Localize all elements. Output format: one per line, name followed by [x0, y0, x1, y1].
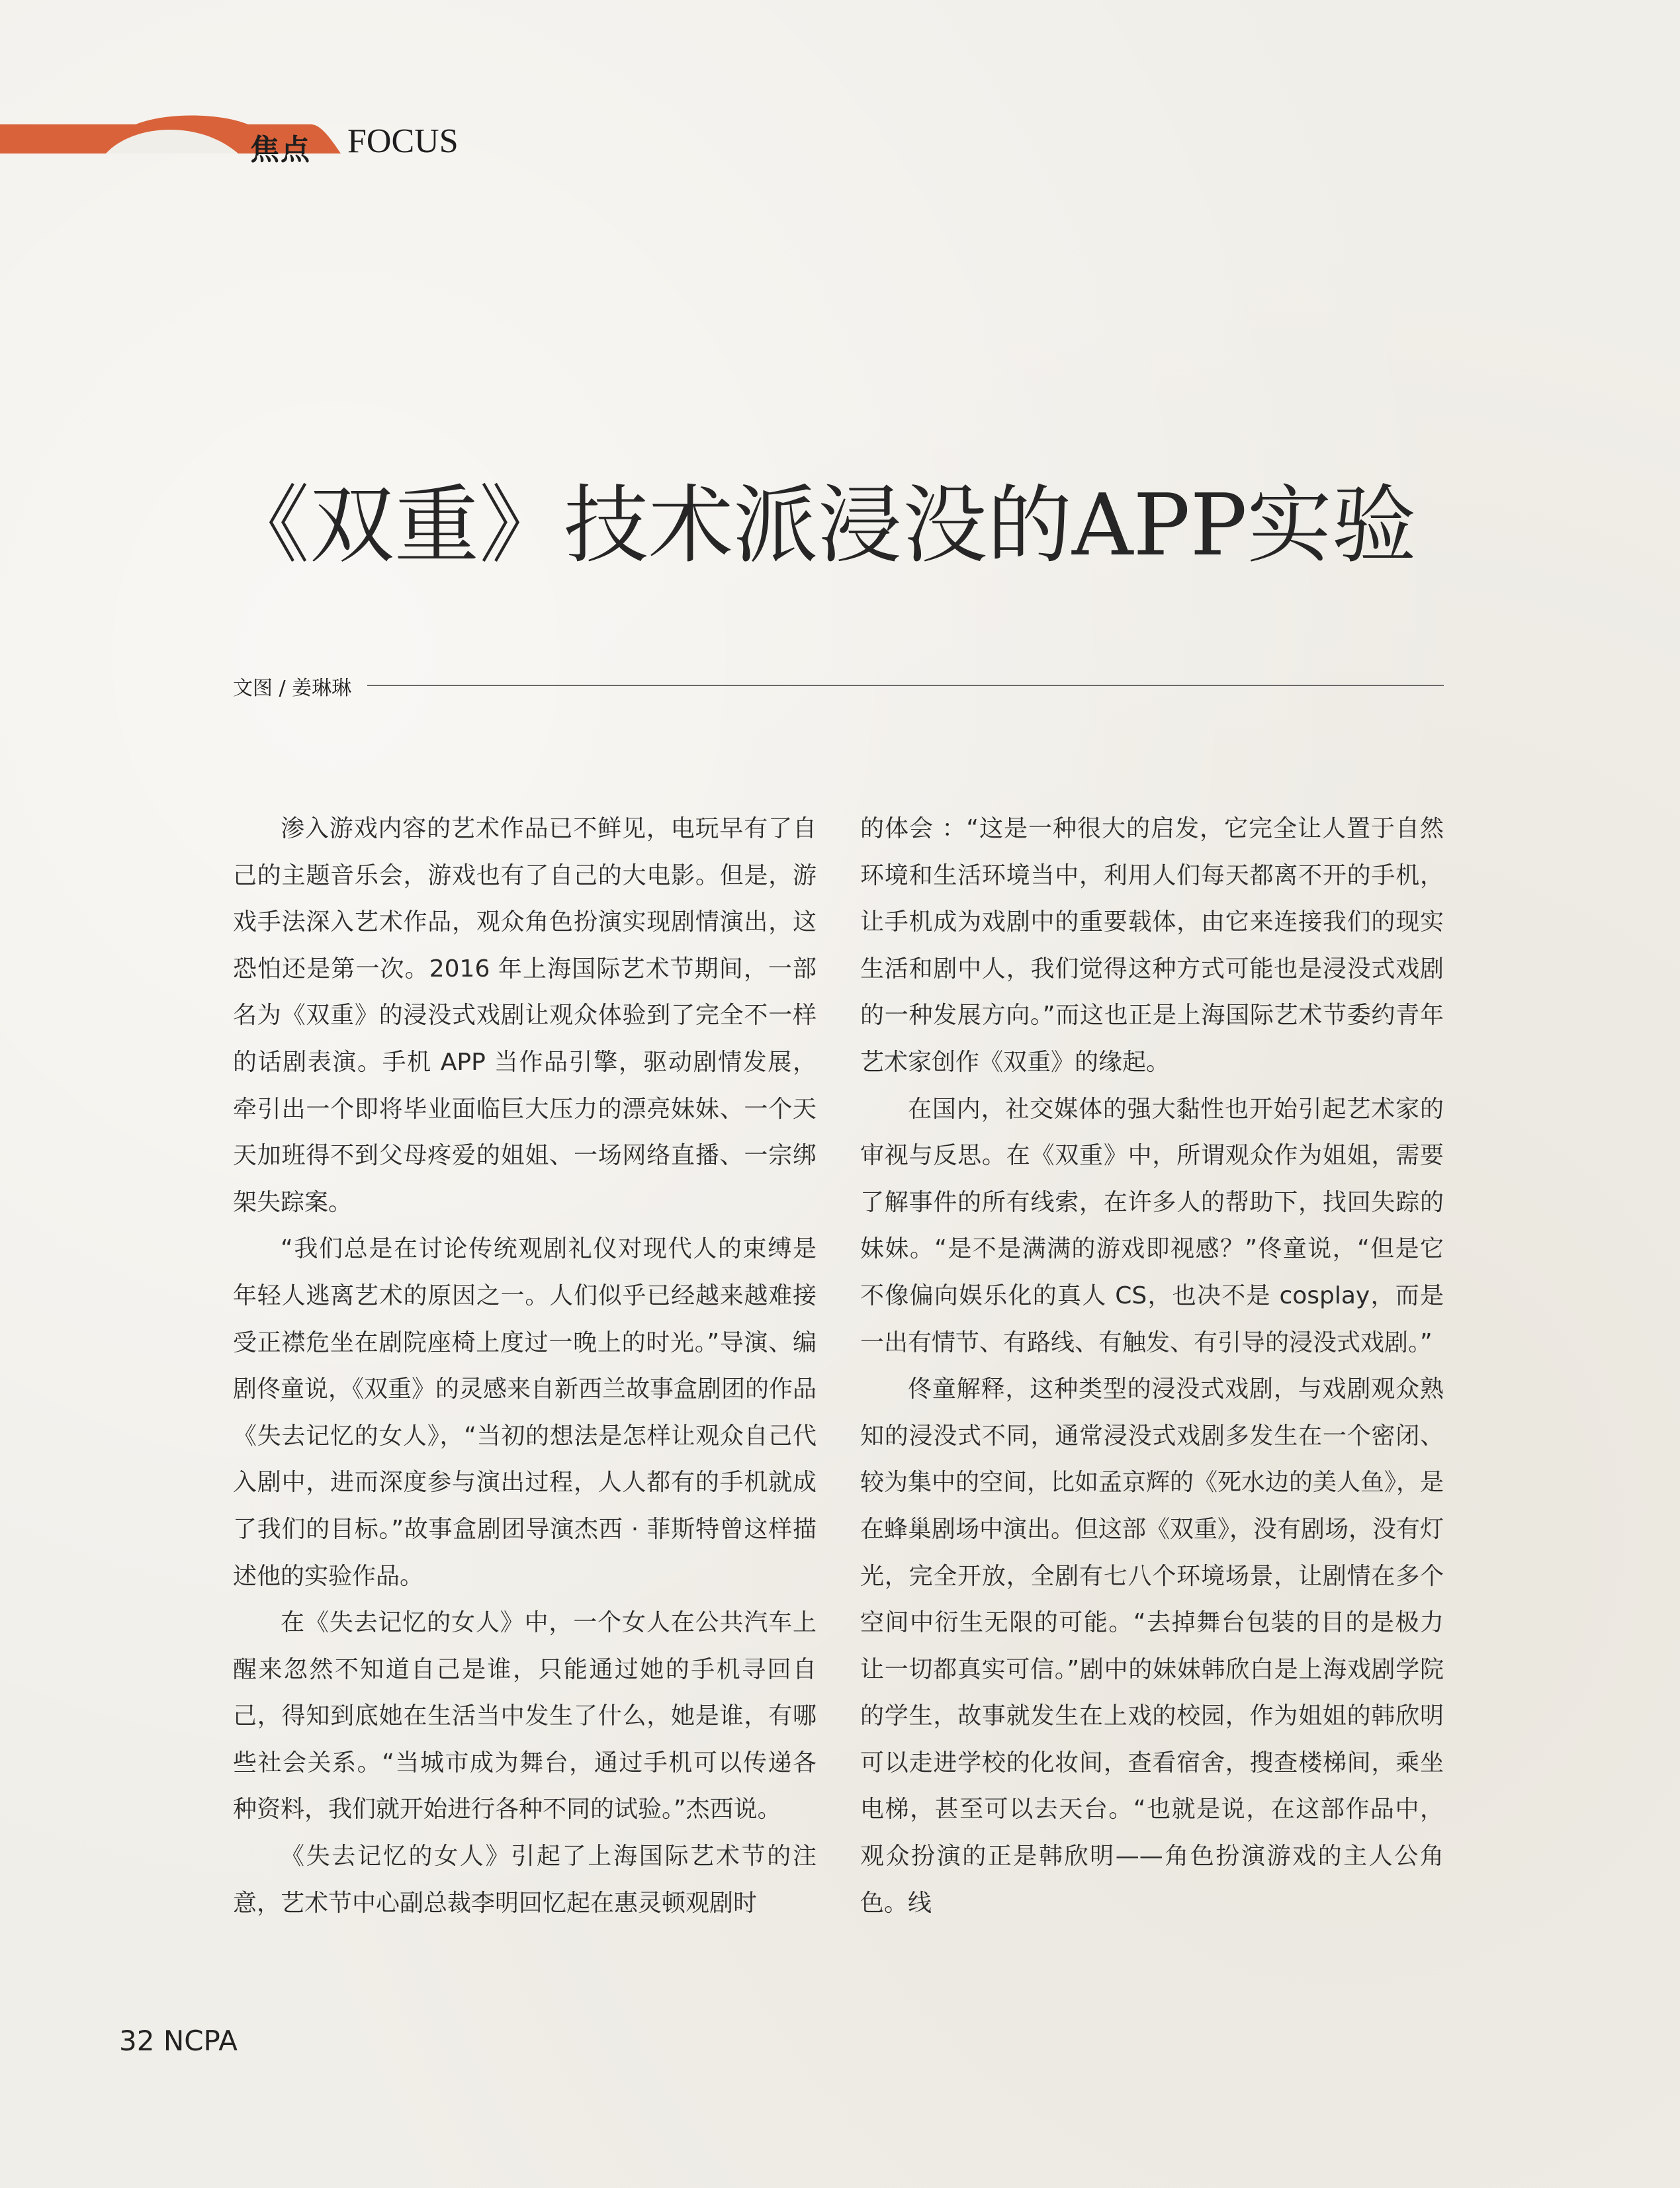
page-number: 32: [119, 2025, 155, 2057]
paragraph: 在《失去记忆的女人》中，一个女人在公共汽车上醒来忽然不知道自己是谁，只能通过她的手机寻回自己，得知到底她在生活当中发生了什么，她是谁，有哪些社会关系。“当城市成为舞台，通过手机可以传递各种资料，我们就开始进行各种不同的试验。”杰西说。: [233, 1609, 817, 1823]
paragraph: “我们总是在讨论传统观剧礼仪对现代人的束缚是年轻人逃离艺术的原因之一。人们似乎已经越来越难接受正襟危坐在剧院座椅上度过一晚上的时光。”导演、编剧佟童说，《双重》的灵感来自新西兰故事盒剧团的作品《失去记忆的女人》，“当初的想法是怎样让观众自己代入剧中，进而深度参与演出过程，人人都有的手机就成了我们的目标。”故事盒剧团导演杰西 · 菲斯特曾这样描述他的实验作品。: [233, 1235, 817, 1590]
paragraph: 《失去记忆的女人》引起了上海国际艺术节的注意，艺术节中心副总裁李明回忆起在惠灵顿观剧时: [233, 1843, 817, 1917]
page-footer: [119, 2025, 238, 2057]
section-label-en: FOCUS: [347, 122, 459, 160]
paragraph: 的体会 ：“这是一种很大的启发，它完全让人置于自然环境和生活环境当中，利用人们每天都离不开的手机，让手机成为戏剧中的重要载体，由它来连接我们的现实生活和剧中人，我们觉得这种方式可能也是浸没式戏剧的一种发展方向。”而这也正是上海国际艺术节委约青年艺术家创作《双重》的缘起。: [860, 815, 1444, 1076]
magazine-name: NCPA: [163, 2025, 238, 2057]
byline-divider: [367, 685, 1444, 686]
article-byline: 文图 / 姜琳琳: [233, 677, 352, 700]
article-column-right: [860, 806, 1444, 1927]
article-title: 《双重》技术派浸没的APP实验: [225, 476, 1417, 575]
paragraph: 佟童解释，这种类型的浸没式戏剧，与戏剧观众熟知的浸没式不同，通常浸没式戏剧多发生在一个密闭、较为集中的空间，比如孟京辉的《死水边的美人鱼》，是在蜂巢剧场中演出。但这部《双重》，没有剧场，没有灯光，完全开放，全剧有七八个环境场景，让剧情在多个空间中衍生无限的可能。“去掉舞台包装的目的是极力让一切都真实可信。”剧中的妹妹韩欣白是上海戏剧学院的学生，故事就发生在上戏的校园，作为姐姐的韩欣明可以走进学校的化妆间，查看宿舍，搜查楼梯间，乘坐电梯，甚至可以去天台。“也就是说，在这部作品中，观众扮演的正是韩欣明——角色扮演游戏的主人公角色。线: [860, 1376, 1444, 1917]
paragraph: 渗入游戏内容的艺术作品已不鲜见，电玩早有了自己的主题音乐会，游戏也有了自己的大电影。但是，游戏手法深入艺术作品，观众角色扮演实现剧情演出，这恐怕还是第一次。2016 年上海国际艺术节期间，一部名为《双重》的浸没式戏剧让观众体验到了完全不一样的话剧表演。手机 APP 当作品引擎，驱动剧情发展，牵引出一个即将毕业面临巨大压力的漂亮妹妹、一个天天加班得不到父母疼爱的姐姐、一场网络直播、一宗绑架失踪案。: [233, 815, 817, 1216]
paragraph: 在国内，社交媒体的强大黏性也开始引起艺术家的审视与反思。在《双重》中，所谓观众作为姐姐，需要了解事件的所有线索，在许多人的帮助下，找回失踪的妹妹。“是不是满满的游戏即视感？”佟童说，“但是它不像偏向娱乐化的真人 CS，也决不是 cosplay，而是一出有情节、有路线、有触发、有引导的浸没式戏剧。”: [860, 1095, 1444, 1356]
article-column-left: [233, 806, 817, 1927]
section-label-cn: 焦点: [250, 133, 311, 167]
